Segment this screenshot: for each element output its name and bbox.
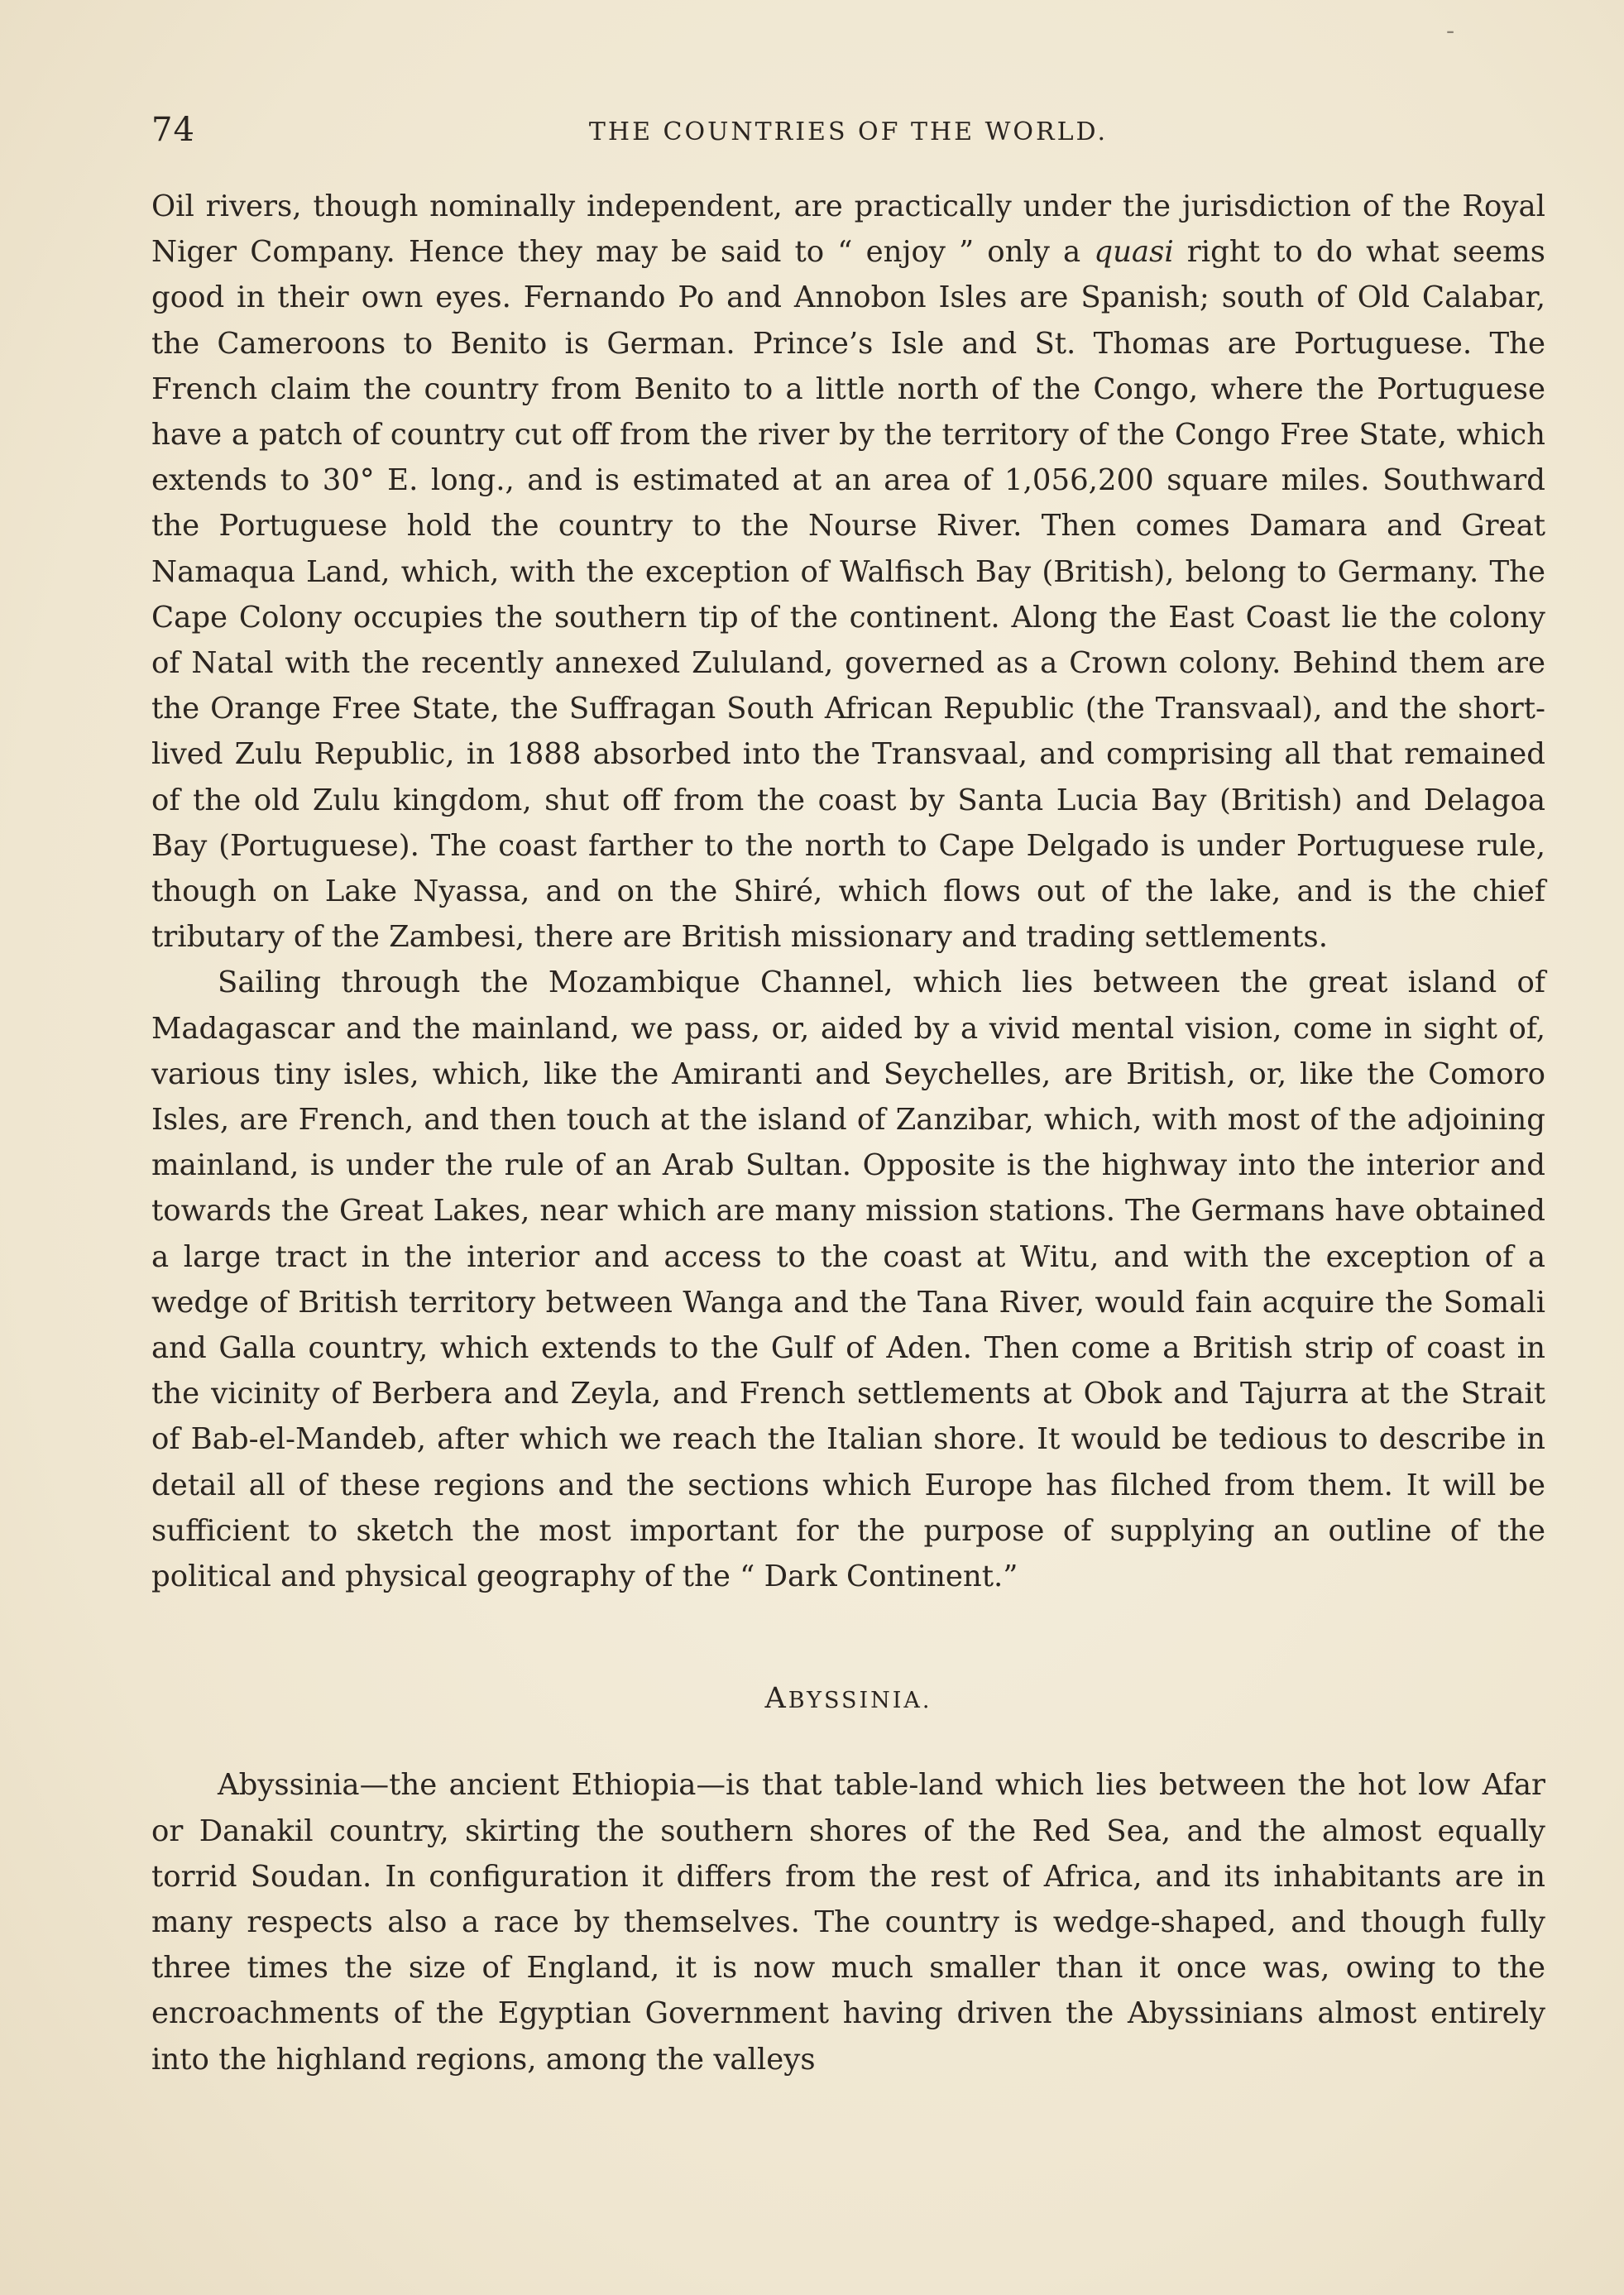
- section-heading-rest: BYSSINIA.: [788, 1688, 932, 1714]
- paragraph-text: Oil rivers, though nominally independent, are practically under the jurisdiction of the Royal Niger Company. Hence they may be said to “ enjoy ” only a: [151, 189, 1545, 270]
- italic-term: quasi: [1094, 235, 1174, 270]
- running-head: THE COUNTRIES OF THE WORLD.: [588, 117, 1109, 146]
- paragraph: Sailing through the Mozambique Channel, which lies between the great island of Madagascar and the mainland, we pass, or, aided by a vivid mental vision, come in sight of, various tiny isles, which, like the Amiranti and Seychelles, are British, or, like the Comoro Isles, are French, and then touch at the island of Zanzibar, which, with most of the adjoining mainland, is under the rule of an Arab Sultan. Opposite is the highway into the interior and towards the Great Lakes, near which are many mission stations. The Germans have obtained a large tract in the interior and access to the coast at Witu, and with the exception of a wedge of British territory between Wanga and the Tana River, would fain acquire the Somali and Galla country, which extends to the Gulf of Aden. Then come a British strip of coast in the vicinity of Berbera and Zeyla, and French settlements at Obok and Tajurra at the Strait of Bab-el-Mandeb, after which we reach the Italian shore. It would be tedious to describe in detail all of these regions and the sections which Europe has filched from them. It will be sufficient to sketch the most important for the purpose of supplying an outline of the political and physical geography of the “ Dark Continent.”: [151, 965, 1545, 1594]
- section-heading-initial: A: [764, 1682, 788, 1716]
- paragraph: Abyssinia—the ancient Ethiopia—is that table-land which lies between the hot low Afar or Danakil country, skirting the southern shores of the Red Sea, and the almost equally torrid Soudan. In configuration it differs from the rest of Africa, and its inhabitants are in many respects also a race by themselves. The country is wedge-shaped, and though fully three times the size of England, it is now much smaller than it once was, owing to the encroachments of the Egyptian Government having driven the Abyssinians almost entirely into the highland regions, among the valleys: [151, 1768, 1545, 2077]
- paragraph-continued: [151, 184, 1545, 960]
- body-text: [151, 184, 1545, 2082]
- paragraph-text: right to do what seems good in their own eyes. Fernando Po and Annobon Isles are Spanish; south of Old Calabar, the Cameroons to Benito is German. Prince’s Isle and St. Thomas are Portuguese. The French claim the country from Benito to a little north of the Congo, where the Portuguese have a patch of country cut off from the river by the territory of the Congo Free State, which extends to 30° E. long., and is estimated at an area of 1,056,200 square miles. Southward the Portuguese hold the country to the Nourse River. Then comes Damara and Great Namaqua Land, which, with the exception of Walfisch Bay (British), belong to Germany. The Cape Colony occupies the southern tip of the continent. Along the East Coast lie the colony of Natal with the recently annexed Zululand, governed as a Crown colony. Behind them are the Orange Free State, the Suffragan South African Republic (the Transvaal), and the short-lived Zulu Republic, in 1888 absorbed into the Transvaal, and comprising all that remained of the old Zulu kingdom, shut off from the coast by Santa Lucia Bay (British) and Delagoa Bay (Portuguese). The coast farther to the north to Cape Delgado is under Portuguese rule, though on Lake Nyassa, and on the Shiré, which flows out of the lake, and is the chief tributary of the Zambesi, there are British missionary and trading settlements.: [151, 235, 1545, 955]
- margin-pencil-mark: -: [1446, 17, 1455, 46]
- page-header: [151, 108, 1545, 157]
- section-heading: [151, 1682, 1545, 1718]
- page-number: 74: [151, 111, 195, 149]
